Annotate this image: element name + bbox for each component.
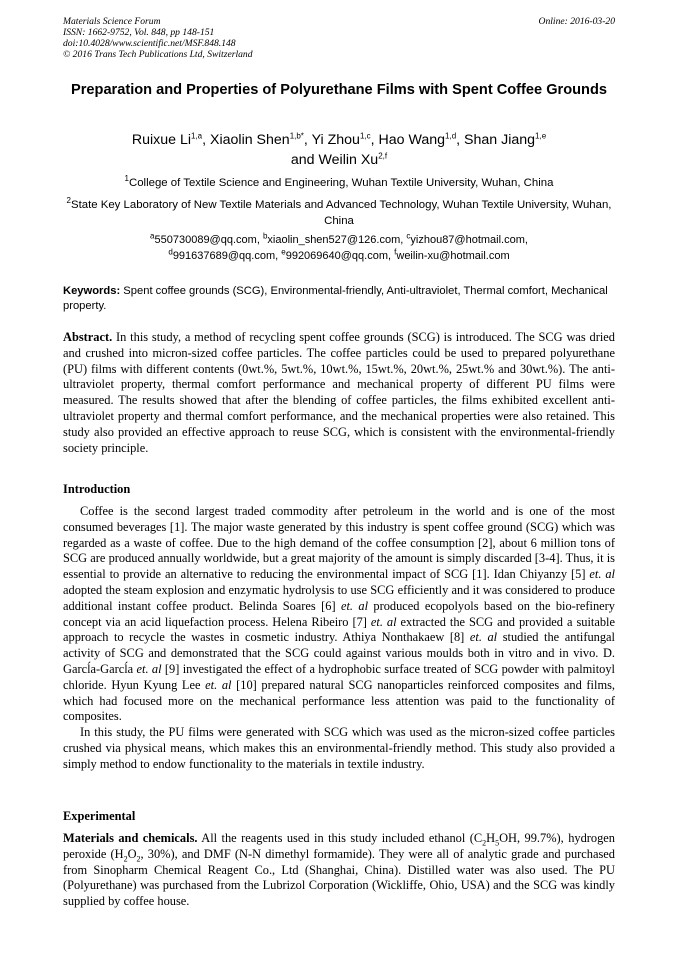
materials-label: Materials and chemicals.: [63, 831, 198, 845]
online-date: Online: 2016-03-20: [538, 16, 615, 27]
keywords-text: Spent coffee grounds (SCG), Environmental-friendly, Anti-ultraviolet, Thermal comfort, Mechanical property.: [63, 285, 608, 312]
experimental-body: [63, 831, 615, 910]
author: Xiaolin Shen$^{1,b*}$: [210, 131, 304, 148]
email[interactable]: $^e$992069640@qq.com: [281, 247, 389, 262]
author: Shan Jiang$^{1,e}$: [464, 131, 547, 148]
email[interactable]: $^c$yizhou87@hotmail.com: [406, 231, 525, 246]
keywords: [63, 284, 615, 314]
abstract-label: Abstract.: [63, 330, 113, 344]
introduction-body: [63, 504, 615, 773]
intro-paragraph-2: In this study, the PU films were generated with SCG which was used as the micron-sized coffee particles crushed via physical means, which makes this an environmental-friendly method. This study also provided a simply method to endow functionality to the materials in textile industry.: [63, 725, 615, 771]
affiliation-2: $^2$State Key Laboratory of New Textile Materials and Advanced Technology, Wuhan Textile University, Wuhan, China: [66, 196, 612, 227]
author: Hao Wang$^{1,d}$: [378, 131, 457, 148]
section-heading-introduction: Introduction: [63, 482, 131, 496]
abstract-text: In this study, a method of recycling spent coffee grounds (SCG) is introduced. The SCG was dried and crushed into micron-sized coffee particles. The coffee particles could be used to prepared polyurethane (PU) films with different contents (0wt.%, 5wt.%, 10wt.%, 15wt.%, 20wt.%, 25wt.% and 30wt.%). The anti-ultraviolet property, thermal comfort performance and mechanical property of different PU films were measured. The results showed that after the blending of coffee particles, the films exhibited excellent anti-ultraviolet property and thermal comfort performance, and the mechanical properties were also retained. This study also provided an effective approach to reuse SCG, which is consistent with the environmental-friendly society principle.: [63, 330, 615, 455]
journal-header: [63, 16, 253, 60]
author: Yi Zhou$^{1,c}$: [311, 131, 371, 148]
email[interactable]: $^f$weilin-xu@hotmail.com: [394, 247, 510, 262]
journal-name: Materials Science Forum: [63, 16, 161, 27]
email-list: $^a$550730089@qq.com, $^b$xiaolin_shen527@126.com, $^c$yizhou87@hotmail.com, $^d$991637689@qq.com, $^e$992069640@qq.com, $^f$weilin-xu@hotmail.com: [150, 231, 528, 262]
paper-title: Preparation and Properties of Polyurethane Films with Spent Coffee Grounds: [71, 82, 607, 98]
copyright-line: © 2016 Trans Tech Publications Ltd, Switzerland: [63, 49, 253, 60]
author-list: Ruixue Li$^{1,a}$, Xiaolin Shen$^{1,b*}$, Yi Zhou$^{1,c}$, Hao Wang$^{1,d}$, Shan Jiang$^{1,e}$ and Weilin Xu$^{2,f}$: [131, 131, 547, 168]
intro-paragraph-1: Coffee is the second largest traded commodity after petroleum in the world and is one of the most consumed beverages [1]. The major waste generated by this industry is spent coffee ground (SCG) which was regarded as a waste of coffee. Due to the high demand of the coffee consumption [2], about 6 million tons of SCG are produced annually worldwide, but a great majority of the amount is simply discarded [3-4]. Thus, it is essential to provide an alternative to reducing the environmental impact of SCG [1]. Idan Chiyanzy [5] et. al adopted the steam explosion and enzymatic hydrolysis to use SCG efficiently and it was considered to produce additional instant coffee product. Belinda Soares [6] et. al produced ecopolyols based on the bio-refinery concept via an acid liquefaction process. Helena Ribeiro [7] et. al extracted the SCG and provided a suitable approach to recycle the wastes in cosmetic industry. Athiya Nonthakaew [8] et. al studied the antifungal activity of SCG and demonstrated that the SCG could against various moulds both in vitro and in vivo. D. Garcĺa-Garcĺa et. al [9] investigated the effect of a hydrophobic surface treated of SCG powder with palmitoyl chloride. Hyun Kyung Lee et. al [10] prepared natural SCG nanoparticles reinforced composites and films, which had focused more on the mechanical performance less attention was paid to the functionality of composites.: [63, 504, 616, 724]
issn-line: ISSN: 1662-9752, Vol. 848, pp 148-151: [63, 27, 215, 38]
section-heading-experimental: Experimental: [63, 809, 136, 823]
email[interactable]: $^b$xiaolin_shen527@126.com: [262, 231, 401, 246]
email[interactable]: $^a$550730089@qq.com: [150, 231, 257, 246]
abstract: [63, 330, 615, 456]
email[interactable]: $^d$991637689@qq.com: [168, 247, 276, 262]
author: Weilin Xu$^{2,f}$: [318, 151, 388, 168]
author: Ruixue Li$^{1,a}$: [131, 131, 203, 148]
materials-paragraph: Materials and chemicals. All the reagents used in this study included ethanol ($C_2H_5OH$, 99.7%), hydrogen peroxide ($H_2O_2$, 30%), and DMF (N-N dimethyl formamide). They were all of analytic grade and purchased from Sinopharm Chemical Reagent Co., Ltd (Shanghai, China). Distilled water was also used. The PU (Polyurethane) was purchased from the Lubrizol Corporation (Wickliffe, Ohio, USA) and the SCG was kindly supplied by coffee house.: [63, 831, 616, 909]
affiliation-1: $^1$College of Textile Science and Engineering, Wuhan Textile University, Wuhan, China: [124, 174, 554, 189]
doi-line: doi:10.4028/www.scientific.net/MSF.848.148: [63, 38, 236, 49]
keywords-label: Keywords:: [63, 285, 121, 297]
